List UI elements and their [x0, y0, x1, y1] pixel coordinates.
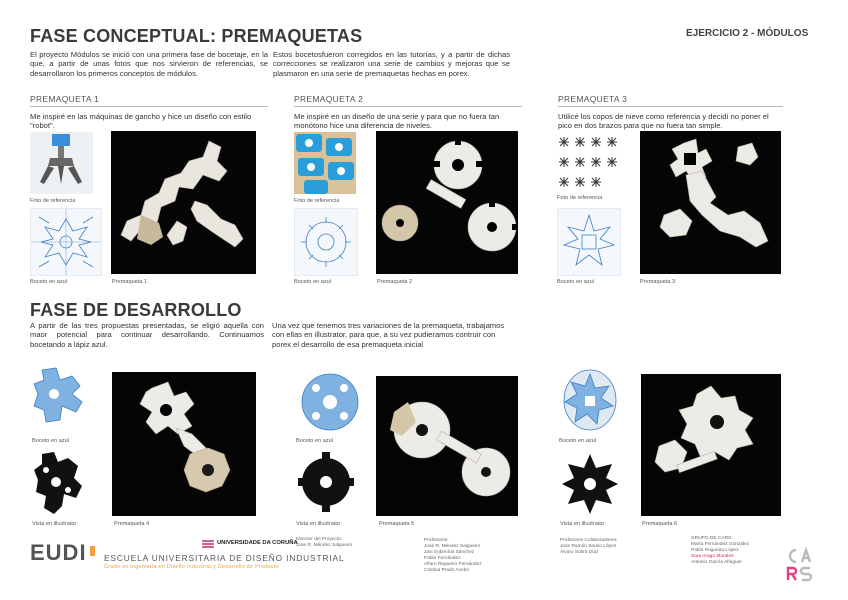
exercise-label: EJERCICIO 2 - MÓDULOS [686, 28, 809, 39]
illustrator-vector-4 [32, 450, 84, 518]
grupo-block [691, 536, 781, 566]
premaqueta-4-photo [112, 372, 256, 516]
premaqueta-3-ref-caption: Foto de referencia [557, 195, 603, 201]
blue-sketch-1 [30, 208, 102, 276]
grupo-label: GRUPO DE CARS: [691, 536, 733, 541]
premaqueta-2-text: Me inspiré en un diseño de una serie y para que no fuera tan monótono hice una diferencia de niveles. [294, 112, 500, 131]
dev-1-sketch-caption: Boceto en azul [32, 438, 70, 444]
profesor-item: Javi Sobrinhal Sánchez [424, 550, 475, 555]
profesores-label: Profesores: [424, 538, 449, 543]
grupo-member: María Fernández González [691, 542, 750, 547]
blue-sketch-3 [557, 208, 621, 276]
dev-3-vector-caption: Vista en illustrator [560, 521, 605, 527]
grupo-member: Pablo Regueira López [691, 548, 739, 553]
premaqueta-2-sketch-caption: Boceto en azul [294, 279, 332, 285]
premaqueta-6-caption: Premaqueta 6 [642, 521, 678, 527]
colab-item: Álvaro Sotira Diaz [560, 550, 599, 555]
premaqueta-3-heading: PREMAQUETA 3 [558, 94, 628, 104]
premaqueta-5-photo [376, 376, 518, 516]
premaqueta-2-photo-caption: Premaqueta 2 [377, 279, 413, 285]
blue-sketch-2 [294, 208, 358, 276]
grupo-member: Sara Arago Morales [691, 554, 734, 559]
reference-photo-claw [30, 132, 93, 194]
dev-1-vector-caption: Vista en illustrator [32, 521, 77, 527]
dev-2-sketch-caption: Boceto en azul [296, 438, 334, 444]
director-block [296, 537, 396, 549]
profesor-item: Cristina Prado Acebo [424, 568, 470, 573]
colab-item: Jose Ramón Souso López [560, 544, 617, 549]
premaqueta-2-ref-caption: Foto de referencia [294, 198, 340, 204]
premaqueta-5-caption: Premaqueta 5 [379, 521, 415, 527]
dev-3-sketch-caption: Boceto en azul [559, 438, 597, 444]
profesor-item: Alfaro Regueiro Fernández [424, 562, 482, 567]
premaqueta-3-photo-caption: Premaqueta 3 [640, 279, 676, 285]
premaqueta-3-text: Utilicé los copos de nieve como referencia y decidí no poner el pico en dos brazos para que no fuera tan simple. [558, 112, 769, 131]
premaqueta-1-heading: PREMAQUETA 1 [30, 94, 100, 104]
director-name: Jose R. Méndez Salgueiro [296, 543, 353, 548]
eudi-logo: EUDI [30, 540, 87, 565]
premaqueta-2-photo [376, 131, 518, 274]
grupo-member: Antonio García Alfaguer [691, 560, 742, 565]
divider [294, 106, 522, 107]
premaqueta-1-ref-caption: Foto de referencia [30, 198, 76, 204]
blue-sketch-6 [559, 366, 621, 436]
profesores-block [424, 538, 534, 574]
profesor-item: José R. Méndez Salgueiro [424, 544, 481, 549]
illustrator-vector-6 [562, 452, 618, 514]
divider [30, 106, 268, 107]
udc-logo-icon [202, 537, 214, 549]
premaqueta-3-sketch-caption: Boceto en azul [557, 279, 595, 285]
premaqueta-1-text: Me inspiré en las máquinas de gancho y hice un diseño con estilo "robot". [30, 112, 252, 131]
director-label: Director del Proyecto: [296, 537, 343, 542]
cars-logo [784, 547, 814, 583]
premaqueta-3-photo [640, 131, 781, 274]
page-title: FASE CONCEPTUAL: PREMAQUETAS [30, 26, 363, 46]
premaqueta-1-photo [111, 131, 256, 274]
school-name: ESCUELA UNIVERSITARIA DE DISEÑO INDUSTRIAL [104, 553, 345, 563]
reference-photo-tiles [294, 132, 356, 194]
intro-right: Estos bocetosfueron corregidos en las tutorías, y a partir de dichas correcciones se realizaron una serie de cambios y mejoras que se plasmaron en una serie de premaquetas hechas en porex. [273, 50, 510, 78]
cars-logo-text [0, 0, 1, 1]
illustrator-vector-5 [298, 452, 354, 512]
development-title: FASE DE DESARROLLO [30, 300, 242, 320]
colaboradores-block [560, 538, 670, 556]
dev-2-vector-caption: Vista en illustrator [296, 521, 341, 527]
degree-name: Grado en Ingeniería en Diseño Industrial y Desarrollo de Producto [104, 564, 279, 570]
premaqueta-1-sketch-caption: Boceto en azul [30, 279, 68, 285]
reference-photo-snowflakes [556, 132, 620, 192]
blue-sketch-5 [296, 366, 364, 438]
colab-label: Profesores Colaboradores: [560, 538, 618, 543]
development-text-left: A partir de las tres propuestas presentadas, se eligió aquella con maor potencial para continuar desarrollando. Continuamos bocetando a lápiz azul. [30, 321, 264, 349]
premaqueta-2-heading: PREMAQUETA 2 [294, 94, 364, 104]
premaqueta-1-photo-caption: Premaqueta 1 [112, 279, 148, 285]
premaqueta-6-photo [641, 374, 781, 516]
eudi-logo-accent [90, 546, 95, 556]
development-text-right: Una vez que tenemos tres variaciones de la premaqueta, trabajamos con ellas en illustrator, para que, a su vez pudieramos contruir con porex el desarrollo de esa premaqueta inicial [272, 321, 505, 349]
divider [558, 106, 783, 107]
premaqueta-4-caption: Premaqueta 4 [114, 521, 150, 527]
udc-label: UNIVERSIDADE DA CORUÑA [217, 540, 298, 546]
intro-left: El proyecto Módulos se inició con una primera fase de bocetaje, en la que, a partir de unas fotos que nos sirvieron de referencias, se desarrollaron los primeros conceptos de módulos. [30, 50, 268, 78]
blue-sketch-4 [32, 366, 90, 436]
profesor-item: Pablo Fernández [424, 556, 461, 561]
